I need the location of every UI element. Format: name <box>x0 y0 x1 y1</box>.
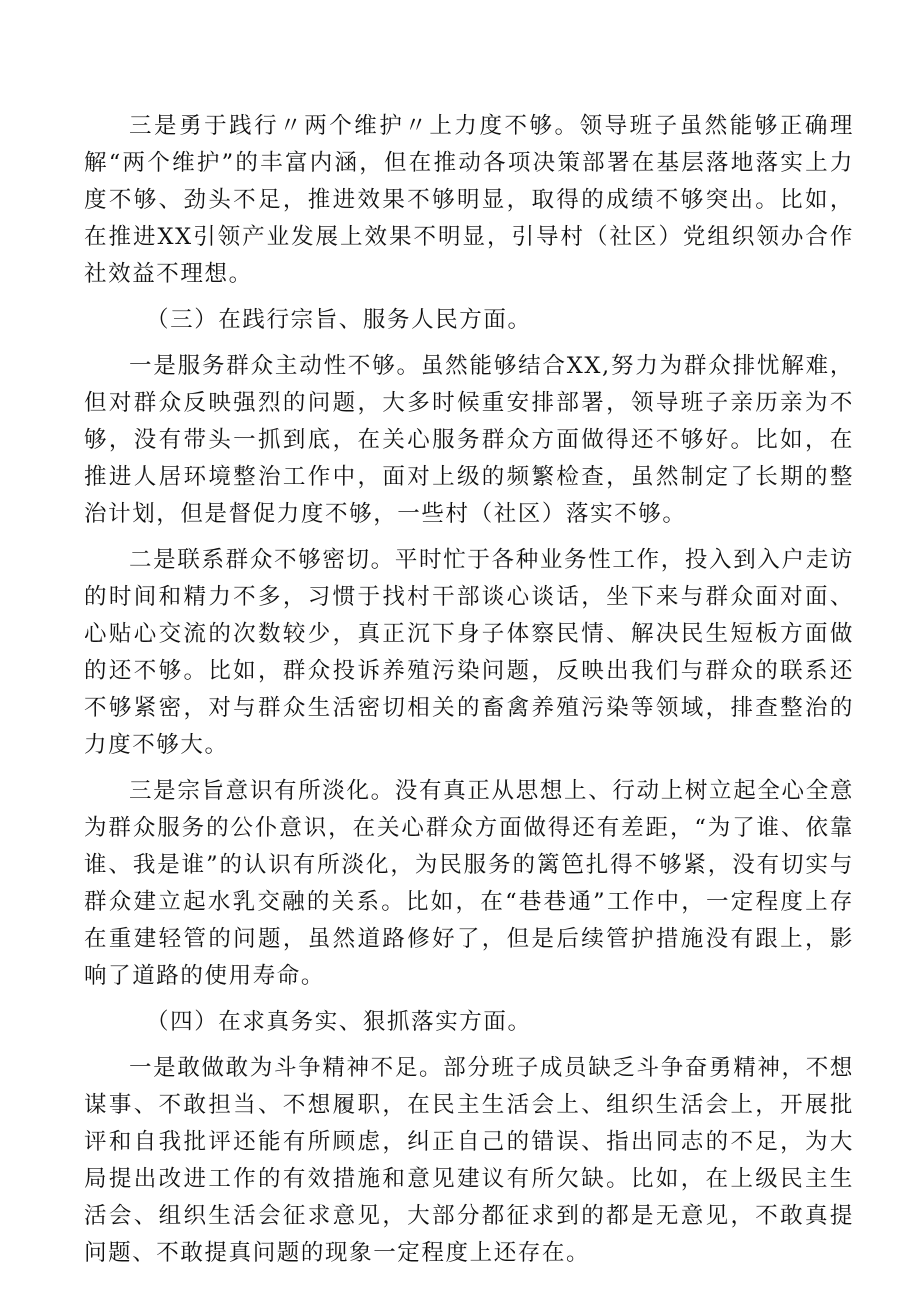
section-heading-four: （四）在求真务实、狠抓落实方面。 <box>146 1009 532 1035</box>
document-body <box>84 108 854 1281</box>
paragraph-service-initiative: 一是服务群众主动性不够。虽然能够结合XX,努力为群众排忧解难，但对群众反映强烈的问题，大多时候重安排部署，领导班子亲历亲为不够，没有带头一抓到底，在关心服务群众方面做得还不够好。比如，在推进人居环境整治工作中，面对上级的频繁检查，虽然制定了长期的整治计划，但是督促力度不够，一些村（社区）落实不够。 <box>84 353 854 527</box>
paragraph-contact-masses: 二是联系群众不够密切。平时忙于各种业务性工作，投入到入户走访的时间和精力不多，习惯于找村干部谈心谈话，坐下来与群众面对面、心贴心交流的次数较少，真正沉下身子体察民情、解决民生短板方面做的还不够。比如，群众投诉养殖污染问题，反映出我们与群众的联系还不够紧密，对与群众生活密切相关的畜禽养殖污染等领域，排查整治的力度不够大。 <box>84 547 854 758</box>
paragraph-struggle-spirit: 一是敢做敢为斗争精神不足。部分班子成员缺乏斗争奋勇精神，不想谋事、不敢担当、不想履职，在民主生活会上、组织生活会上，开展批评和自我批评还能有所顾虑，纠正自己的错误、指出同志的不足，为大局提出改进工作的有效措施和意见建议有所欠缺。比如，在上级民主生活会、组织生活会征求意见，大部分都征求到的都是无意见，不敢真提问题、不敢提真问题的现象一定程度上还存在。 <box>84 1055 854 1266</box>
paragraph-purpose-awareness: 三是宗旨意识有所淡化。没有真正从思想上、行动上树立起全心全意为群众服务的公仆意识，在关心群众方面做得还有差距，“为了谁、依靠谁、我是谁”的认识有所淡化，为民服务的篱笆扎得不够紧，没有切实与群众建立起水乳交融的关系。比如，在“巷巷通”工作中，一定程度上存在重建轻管的问题，虽然道路修好了，但是后续管护措施没有跟上，影响了道路的使用寿命。 <box>84 778 854 989</box>
section-heading-three: （三）在践行宗旨、服务人民方面。 <box>146 307 532 333</box>
paragraph-liangge-weihu: 三是勇于践行〃两个维护〃上力度不够。领导班子虽然能够正确理解“两个维护”的丰富内涵，但在推动各项决策部署在基层落地落实上力度不够、劲头不足，推进效果不够明显，取得的成绩不够突出。比如，在推进XX引领产业发展上效果不明显，引导村（社区）党组织领办合作社效益不理想。 <box>84 113 854 287</box>
